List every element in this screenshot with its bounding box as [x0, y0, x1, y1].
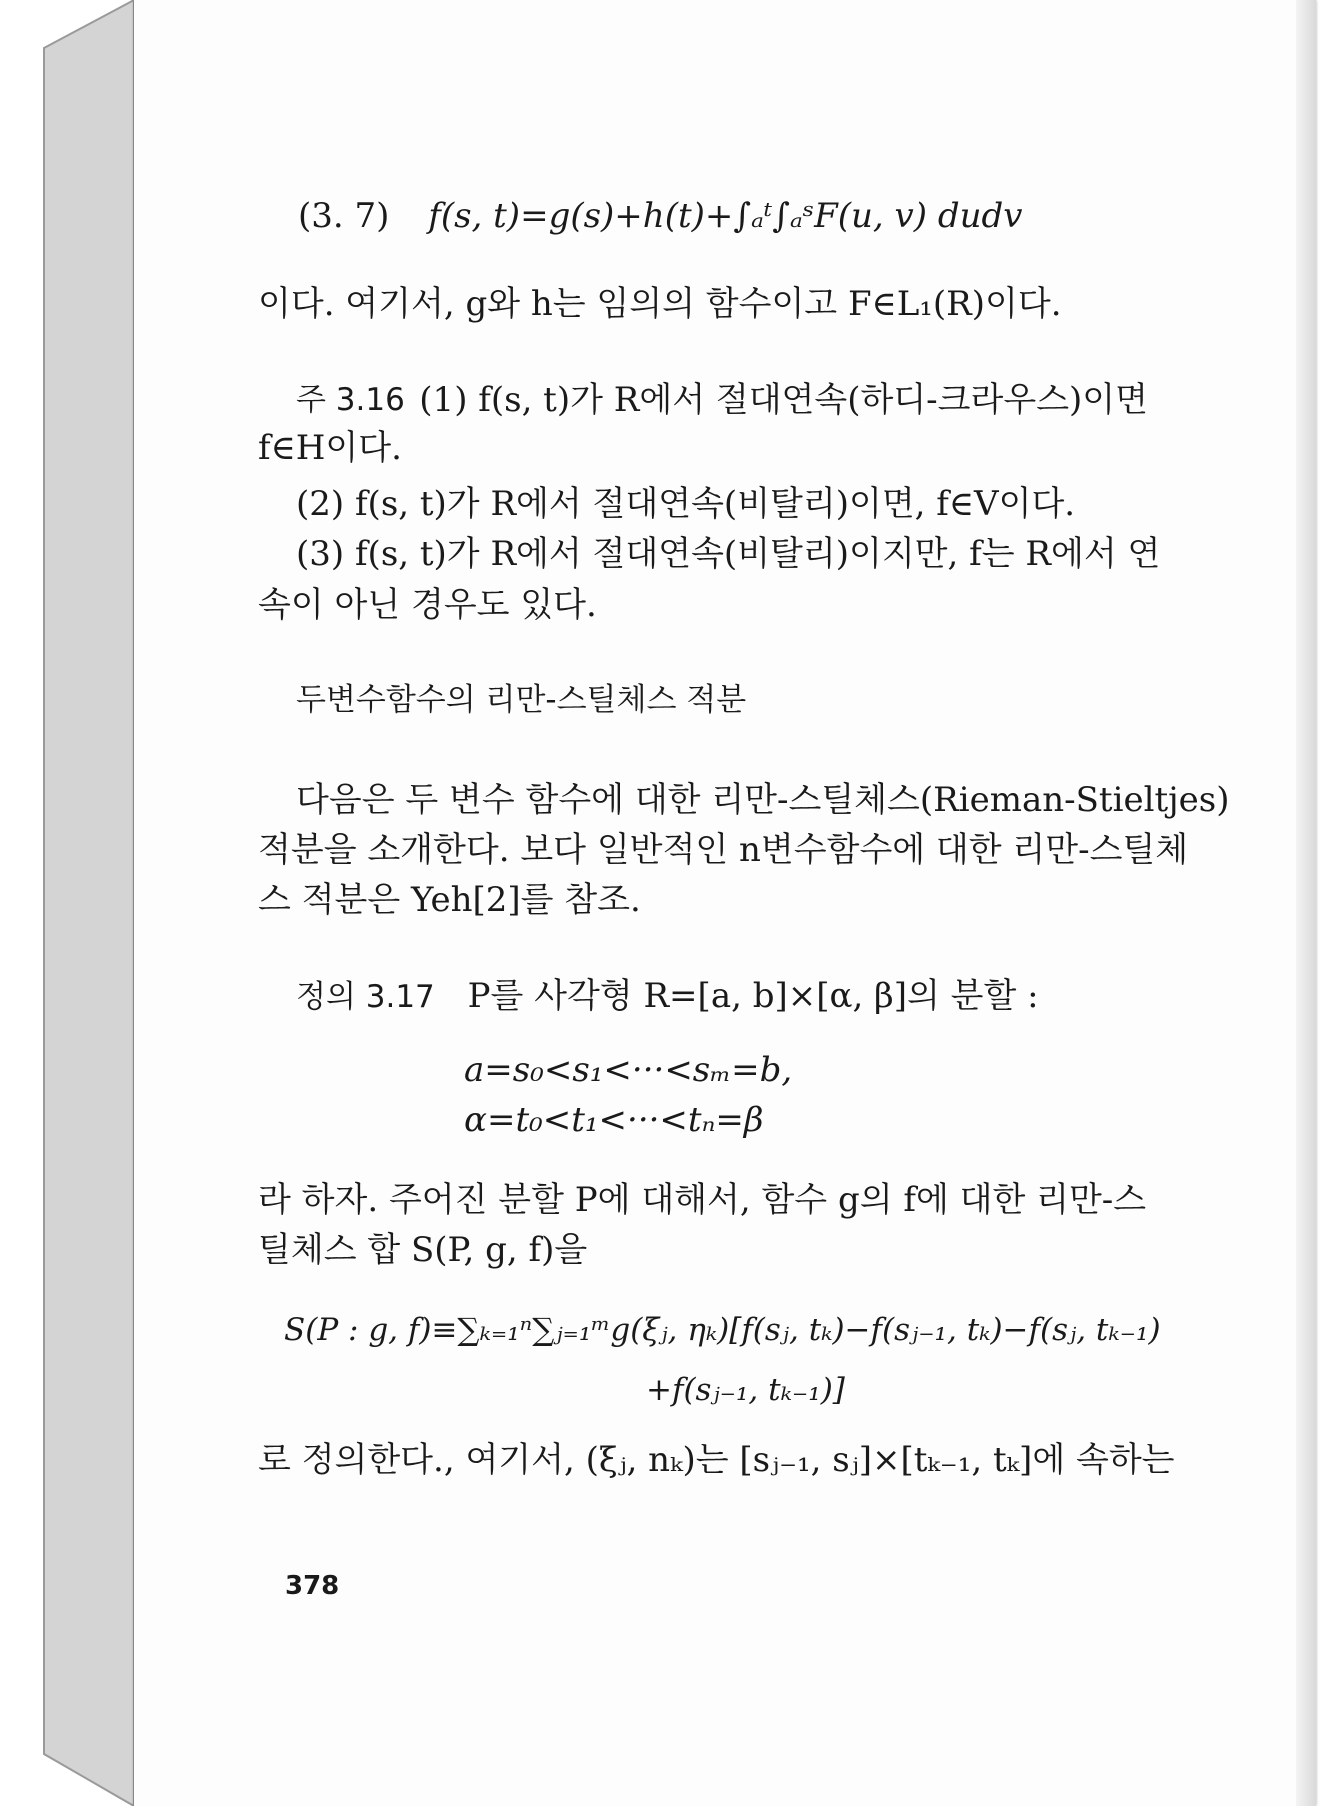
remark-label: 주 3.16 — [296, 382, 405, 418]
page-edge-shadow — [1296, 0, 1316, 1806]
stieltjes-sum-line-2: +f(sⱼ₋₁, tₖ₋₁)] — [646, 1372, 845, 1408]
remark-item-1: (1) f(s, t)가 R에서 절대연속(하디-크라우스)이면 — [419, 380, 1148, 420]
stieltjes-sum-line-1: S(P : g, f)≡∑ₖ₌₁ⁿ∑ⱼ₌₁ᵐg(ξⱼ, ηₖ)[f(sⱼ, tₖ)−f(sⱼ₋₁, tₖ)−f(sⱼ, tₖ₋₁) — [284, 1312, 1161, 1348]
partition-line-2: α=t₀<t₁<···<tₙ=β — [464, 1100, 764, 1140]
paragraph-text: 이다. 여기서, g와 h는 임의의 함수이고 F∈L₁(R)이다. — [258, 284, 1062, 324]
equation-body: f(s, t)=g(s)+h(t)+∫ₐᵗ∫ₐˢF(u, v) dudv — [428, 196, 1023, 236]
intro-line-1: 다음은 두 변수 함수에 대한 리만-스틸체스(Rieman-Stieltjes) — [296, 780, 1230, 820]
definition-continued-2: 틸체스 합 S(P, g, f)을 — [258, 1230, 588, 1270]
definition-label: 정의 3.17 — [296, 979, 435, 1015]
page-number: 378 — [285, 1571, 340, 1601]
remark-item-2: (2) f(s, t)가 R에서 절대연속(비탈리)이면, f∈V이다. — [296, 484, 1076, 524]
intro-line-3: 스 적분은 Yeh[2]를 참조. — [258, 880, 641, 920]
intro-line-2: 적분을 소개한다. 보다 일반적인 n변수함수에 대한 리만-스틸체 — [258, 830, 1189, 870]
definition-3-17 — [296, 976, 1039, 1017]
definition-text: P를 사각형 R=[a, b]×[α, β]의 분할 : — [467, 976, 1039, 1016]
definition-continued-1: 라 하자. 주어진 분할 P에 대해서, 함수 g의 f에 대한 리만-스 — [258, 1180, 1147, 1220]
remark-item-3: (3) f(s, t)가 R에서 절대연속(비탈리)이지만, f는 R에서 연 — [296, 534, 1161, 574]
definition-closing: 로 정의한다., 여기서, (ξⱼ, nₖ)는 [sⱼ₋₁, sⱼ]×[tₖ₋₁, tₖ]에 속하는 — [258, 1440, 1175, 1480]
book-page — [134, 0, 1316, 1806]
partition-line-1: a=s₀<s₁<···<sₘ=b, — [464, 1050, 793, 1090]
remark-item-1-continued: f∈H이다. — [258, 428, 402, 468]
remark-item-3-continued: 속이 아닌 경우도 있다. — [258, 585, 597, 625]
equation-number: (3. 7) — [298, 196, 390, 236]
equation-3-7 — [298, 196, 1022, 236]
section-heading: 두변수함수의 리만-스틸체스 적분 — [296, 682, 747, 718]
remark-3-16-line1 — [258, 380, 1148, 420]
